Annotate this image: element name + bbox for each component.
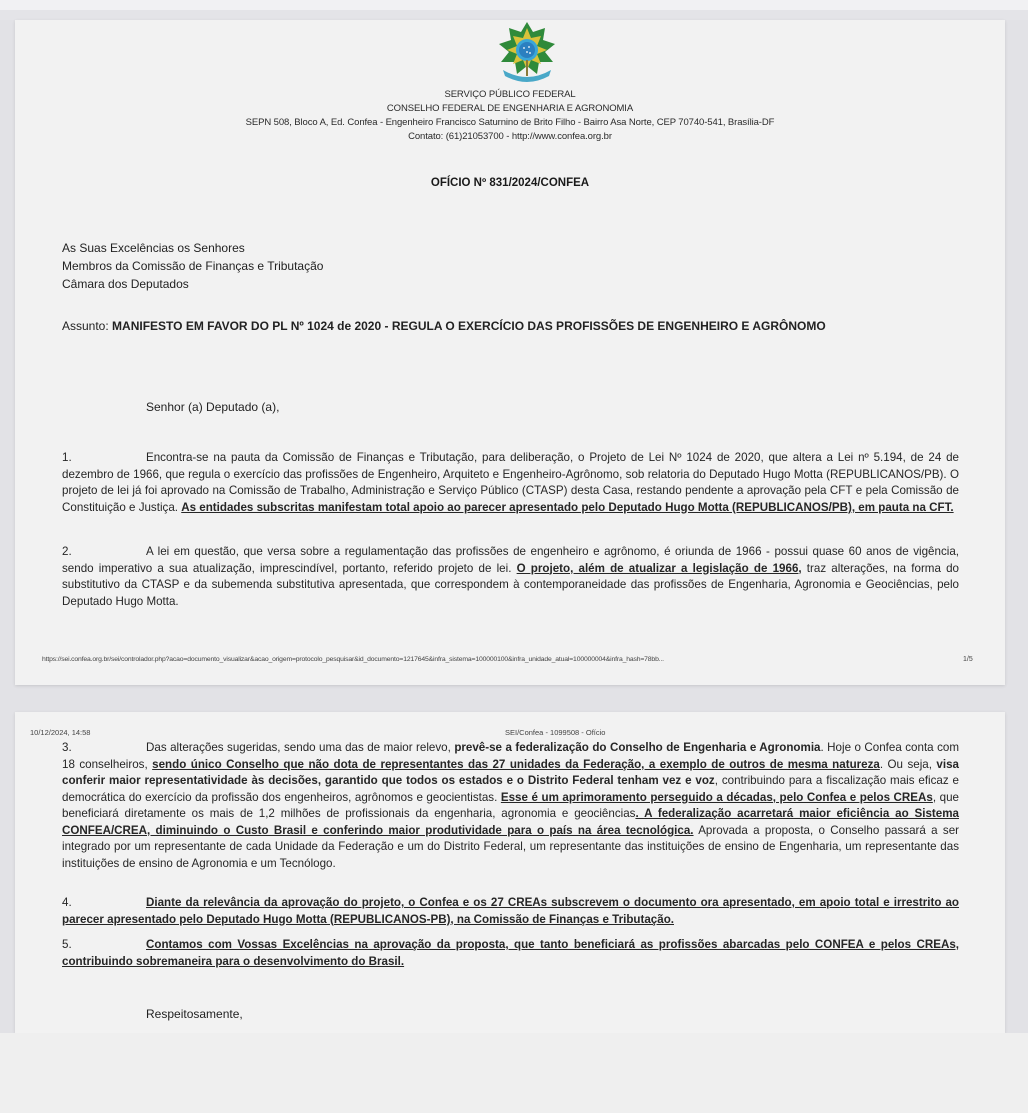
status-bar [0,0,1028,10]
print-header-title: SEI/Confea - 1099508 - Ofício [505,728,606,737]
paragraph-text: Encontra-se na pauta da Comissão de Finanças e Tributação, para deliberação, o Projeto de Lei Nº 1024 de 2020, que altera a Lei nº 5.194, de 24 de dezembro de 1966, que regula o exercício das profissões de Engenheiro, Arquiteto e Engenheiro-Agrônomo, sob relatoria do Deputado Hugo Motta (REPUBLICANOS/PB). O projeto de lei já foi aprovado na Comissão de Trabalho, Administração e Serviço Público (CTASP) desta Casa, restando pendente a aprovação pela CFT e pela Comissão de Constituição e Justiça. [62,451,959,514]
brazil-coat-of-arms-icon [493,20,561,86]
subject-label: Assunto: [62,319,113,333]
paragraph-1 [62,450,959,516]
subject-line [62,319,826,333]
paragraph-text: . Ou seja, [879,757,937,771]
salutation: Senhor (a) Deputado (a), [146,400,280,414]
header-council: CONSELHO FEDERAL DE ENGENHARIA E AGRONOMIA [386,103,634,114]
paragraph-number: 5. [62,938,72,951]
paragraph-underlined: Diante da relevância da aprovação do projeto, o Confea e os 27 CREAs subscrevem o documento ora apresentado, em apoio total e irrestrito ao parecer apresentado pelo Deputado Hugo Motta (REPUBLICANOS-PB), na Comissão de Finanças e Tributação. [62,896,959,926]
paragraph-bold: visa conferir maior representatividade às decisões, garantido que todos os estados e o Distrito Federal tenham vez e voz [62,757,959,787]
subject-text: MANIFESTO EM FAVOR DO PL Nº 1024 de 2020 - REGULA O EXERCÍCIO DAS PROFISSÕES DE ENGENHEIRO E AGRÔNOMO [112,319,826,333]
header-service: SERVIÇO PÚBLICO FEDERAL [444,89,576,100]
addressee-line-2: Membros da Comissão de Finanças e Tributação [62,259,324,273]
paragraph-tail: traz alterações, na forma do substitutivo da CTASP e da subemenda substitutiva apresentada, que correspondem à contemporaneidade das profissões de Engenharia, Agronomia e Geociências, pelo Deputado Hugo Motta. [62,561,959,608]
document-number: OFÍCIO Nº 831/2024/CONFEA [430,177,590,189]
paragraph-number: 4. [62,896,72,909]
addressee-line-3: Câmara dos Deputados [62,277,189,291]
paragraph-number: 2. [62,545,72,558]
paragraph-underlined: As entidades subscritas manifestam total apoio ao parecer apresentado pelo Deputado Hugo Motta (REPUBLICANOS/PB), em pauta na CFT. [181,500,954,514]
paragraph-4 [62,895,959,928]
paragraph-text: Das alterações sugeridas, sendo uma das de maior relevo, [146,741,455,754]
paragraph-number: 1. [62,451,72,464]
paragraph-underlined: . A federalização acarretará maior eficiência ao Sistema CONFEA/CREA, diminuindo o Custo Brasil e conferindo maior produtividade para o país na área tecnológica. [62,807,959,837]
document-page-1 [15,20,1005,685]
paragraph-text: Aprovada a proposta, o Conselho passará a ser integrado por um representante de cada Unidade da Federação e um do Distrito Federal, um representante das instituições de ensino de Engenharia, um representante das instituições de ensino de Agronomia e um Tecnólogo. [62,823,959,870]
print-footer-page: 1/5 [963,656,973,663]
paragraph-underlined: Contamos com Vossas Excelências na aprovação da proposta, que tanto beneficiará as profissões abarcadas pelo CONFEA e pelos CREAs, contribuindo sobremaneira para o desenvolvimento do Brasil. [62,938,959,968]
paragraph-underlined: sendo único Conselho que não dota de representantes das 27 unidades da Federação, a exemplo de outros de mesma natureza [152,757,880,771]
addressee-line-1: As Suas Excelências os Senhores [62,241,245,255]
viewer-bottom-area [0,1033,1028,1113]
closing: Respeitosamente, [146,1007,243,1021]
paragraph-underlined: O projeto, além de atualizar a legislação de 1966, [516,561,802,575]
header-contact: Contato: (61)21053700 - http://www.confea.org.br [408,131,612,142]
paragraph-text: . Hoje o Confea conta com 18 conselheiros, [62,741,959,771]
paragraph-3 [62,740,959,872]
paragraph-2 [62,544,959,610]
paragraph-number: 3. [62,741,72,754]
print-footer-url: https://sei.confea.org.br/sei/controlador.php?acao=documento_visualizar&acao_origem=protocolo_pesquisar&id_documento=1217645&infra_sistema=100000100&infra_unidade_atual=100000004&infra_hash=78bb... [42,656,664,663]
header-address: SEPN 508, Bloco A, Ed. Confea - Engenheiro Francisco Saturnino de Brito Filho - Bairro Asa Norte, CEP 70740-541, Brasília-DF [245,117,775,128]
paragraph-text: A lei em questão, que versa sobre a regulamentação das profissões de engenheiro e agrônomo, é oriunda de 1966 - possui quase 60 anos de vigência, sendo imperativo a sua atualização, imprescindível, portanto, referido projeto de lei. [62,545,959,575]
paragraph-text: , que beneficiará diretamente os mais de 1,2 milhões de profissionais da engenharia, agronomia e geociências [62,790,959,820]
paragraph-text: , contribuindo para a fiscalização mais eficaz e democrática do exercício da profissão dos engenheiros, agrônomos e geocientistas. [62,774,959,804]
paragraph-bold: prevê-se a federalização do Conselho de Engenharia e Agronomia [454,741,821,754]
paragraph-underlined: Esse é um aprimoramento perseguido a décadas, pelo Confea e pelos CREAs [500,790,933,804]
document-page-2 [15,712,1005,1033]
print-header-datetime: 10/12/2024, 14:58 [30,728,91,737]
paragraph-5 [62,937,959,970]
